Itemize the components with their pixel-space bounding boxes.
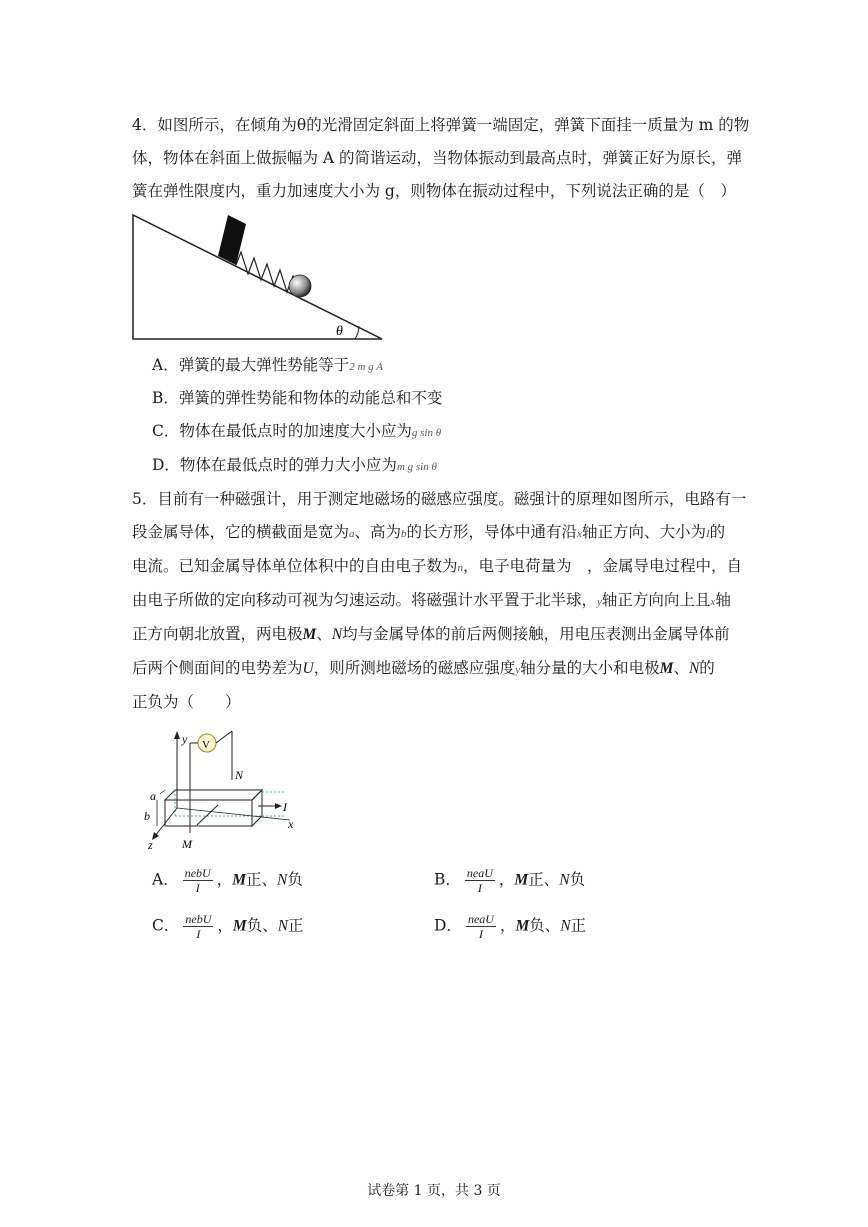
m-electrode-label: M bbox=[182, 837, 192, 851]
incline-spring-figure bbox=[130, 212, 390, 342]
z-axis-label: z bbox=[148, 838, 153, 852]
q5-line-4: 由电子所做的定向移动可视为匀速运动。将磁强计水平置于北半球，y轴正方向向上且x轴 bbox=[132, 591, 731, 609]
q5-line-5: 正方向朝北放置，两电极M、N均与金属导体的前后两侧接触，用电压表测出金属导体前 bbox=[132, 625, 730, 643]
voltmeter-label: V bbox=[202, 739, 210, 751]
q5-option-c[interactable]: C． $\frac{\text{nebU}}{I}$ ，M负、N正 bbox=[152, 912, 304, 941]
q5-option-a[interactable]: A． $\frac{\text{nebU}}{I}$ ，M正、N负 bbox=[152, 866, 303, 895]
q4-line-2: 体，物体在斜面上做振幅为 A 的简谐运动，当物体振动到最高点时，弹簧正好为原长，弹 bbox=[132, 149, 743, 167]
a-dim-label: a bbox=[150, 789, 156, 803]
page-footer: 试卷第 1 页，共 3 页 bbox=[367, 1183, 501, 1199]
q4-option-d[interactable]: D．物体在最低点时的弹力大小应为m g sin θ bbox=[152, 456, 437, 474]
q4-line-1: 4．如图所示，在倾角为θ的光滑固定斜面上将弹簧一端固定，弹簧下面挂一质量为 m 的物 bbox=[132, 116, 750, 134]
n-electrode-label: N bbox=[235, 768, 244, 782]
q4-option-b[interactable]: B．弹簧的弹性势能和物体的动能总和不变 bbox=[152, 389, 443, 407]
q4-option-c[interactable]: C．物体在最低点时的加速度大小应为g sin θ bbox=[152, 422, 442, 440]
b-dim-label: b bbox=[144, 809, 150, 823]
x-axis-label: x bbox=[288, 817, 294, 831]
q5-line-6: 后两个侧面间的电势差为U，则所测地磁场的磁感应强度y轴分量的大小和电极M、N的 bbox=[132, 659, 715, 677]
current-label: I bbox=[283, 800, 287, 814]
q5-option-d[interactable]: D． $\frac{\text{neaU}}{I}$ ，M负、N正 bbox=[434, 912, 587, 941]
magnetometer-figure bbox=[140, 728, 310, 853]
q4-option-a[interactable]: A．弹簧的最大弹性势能等于2 m g A bbox=[152, 356, 383, 374]
y-axis-label: y bbox=[182, 732, 188, 746]
theta-label: θ bbox=[336, 324, 343, 339]
q5-line-7: 正负为（ ） bbox=[132, 693, 241, 711]
q5-line-3: 电流。已知金属导体单位体积中的自由电子数为n，电子电荷量为 ，金属导电过程中，自 bbox=[132, 557, 743, 575]
q5-line-1: 5．目前有一种磁强计，用于测定地磁场的磁感应强度。磁强计的原理如图所示，电路有一 bbox=[132, 490, 747, 508]
q5-option-b[interactable]: B． $\frac{\text{neaU}}{I}$ ，M正、N负 bbox=[434, 866, 586, 895]
q5-line-2: 段金属导体，它的横截面是宽为a、高为b的长方形，导体中通有沿x轴正方向、大小为I的 bbox=[132, 523, 726, 541]
q4-line-3: 簧在弹性限度内，重力加速度大小为 g，则物体在振动过程中，下列说法正确的是（ ） bbox=[132, 182, 736, 200]
